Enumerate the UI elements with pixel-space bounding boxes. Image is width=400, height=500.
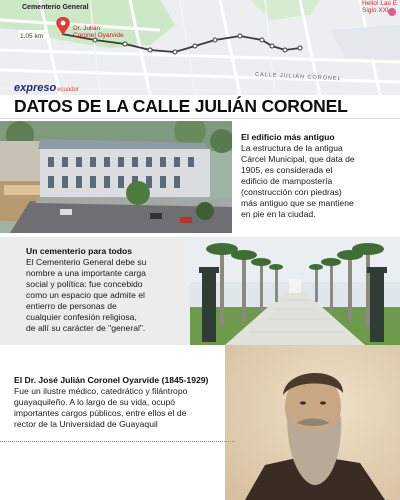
distance-label: 1.05 km bbox=[20, 33, 44, 40]
section2-line: nombre a una importante carga bbox=[26, 268, 146, 278]
cemetery-photo bbox=[190, 237, 400, 345]
brand-logo[interactable] bbox=[14, 82, 79, 94]
brand-sub: ecuador bbox=[57, 87, 79, 93]
page-title: DATOS DE LA CALLE JULIÁN CORONEL bbox=[14, 96, 348, 116]
street-label: CALLE JULIÁN CORONEL bbox=[254, 71, 342, 83]
divider bbox=[0, 118, 400, 119]
brand-name: expreso bbox=[14, 82, 57, 94]
pin-label bbox=[73, 25, 124, 39]
section1-line: (construcción con piedras) bbox=[241, 187, 342, 197]
coronel-portrait bbox=[225, 345, 400, 500]
section2-line: cualquier confesión religiosa, bbox=[26, 312, 137, 322]
corner-label-line1: Hello! Las E bbox=[362, 0, 398, 7]
corner-label bbox=[362, 0, 397, 14]
section2-line: social y política: fue concebido bbox=[26, 279, 143, 289]
section1-line: Cárcel Municipal, que data de bbox=[241, 154, 355, 164]
section1-line: La estructura de la antigua bbox=[241, 143, 343, 153]
section3-line: Fue un ilustre médico, catedrático y filántropo bbox=[14, 386, 188, 396]
section1-line: 1905, es considerada el bbox=[241, 165, 333, 175]
section1-line: más antiguo que se mantiene bbox=[241, 198, 354, 208]
section3-line: importantes cargos públicos, entre ellos el de bbox=[14, 408, 187, 418]
pin-label-line1: Dr. Julián bbox=[73, 25, 101, 32]
cemetery-map-label: Cementerio General bbox=[22, 4, 89, 11]
section3-line: guayaquileño. A lo largo de su vida, ocupó bbox=[14, 397, 176, 407]
section1-line: edificio de mampostería bbox=[241, 176, 333, 186]
section3-line: rector de la Universidad de Guayaquil bbox=[14, 419, 158, 429]
section1-title: El edificio más antiguo bbox=[241, 132, 335, 142]
section1-line: en pie en la ciudad. bbox=[241, 209, 316, 219]
section2-body bbox=[26, 257, 191, 334]
section2-line: como un espacio que admite el bbox=[26, 290, 145, 300]
section2-line: de allí su carácter de "general". bbox=[26, 323, 146, 333]
route-map[interactable] bbox=[0, 0, 400, 95]
section2-title: Un cementerio para todos bbox=[26, 246, 133, 256]
section3-body bbox=[14, 386, 244, 430]
prison-building-photo bbox=[0, 121, 232, 233]
section2-line: El Cementerio General debe su bbox=[26, 257, 147, 267]
section3-title: El Dr. José Julián Coronel Oyarvide (1845-1929) bbox=[14, 375, 209, 385]
corner-label-line2: Siglo XXI bbox=[362, 7, 389, 14]
dotted-divider bbox=[0, 441, 235, 442]
pin-label-line2: Coronel Oyarvide bbox=[73, 32, 124, 39]
section2-line: entierro de personas de bbox=[26, 301, 117, 311]
section1-body bbox=[241, 143, 399, 220]
